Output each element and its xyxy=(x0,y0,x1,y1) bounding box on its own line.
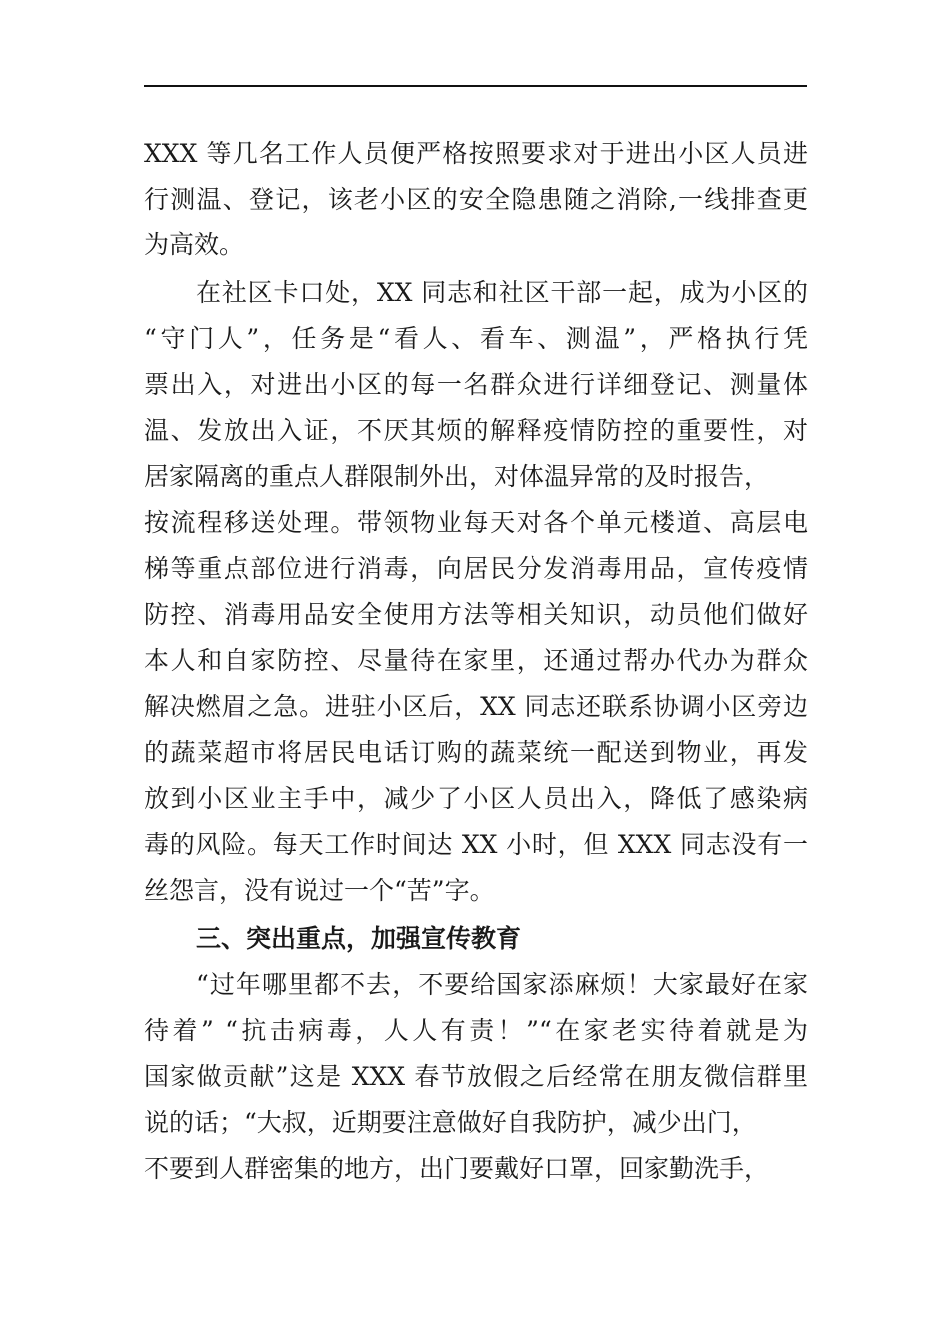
text-line: 国家做贡献”这是 XXX 春节放假之后经常在朋友微信群里 xyxy=(144,1062,808,1091)
text-line: 按流程移送处理。带领物业每天对各个单元楼道、高层电 xyxy=(144,508,808,537)
text-line: 的蔬菜超市将居民电话订购的蔬菜统一配送到物业，再发 xyxy=(144,738,808,767)
text-line: 说的话；“大叔，近期要注意做好自我防护，减少出门， xyxy=(144,1108,757,1137)
text-line: 梯等重点部位进行消毒，向居民分发消毒用品，宣传疫情 xyxy=(144,554,808,583)
text-line: 在社区卡口处，XX 同志和社区干部一起，成为小区的 xyxy=(196,278,808,307)
text-line: XXX 等几名工作人员便严格按照要求对于进出小区人员进 xyxy=(144,139,808,168)
text-line: “过年哪里都不去，不要给国家添麻烦！大家最好在家 xyxy=(196,970,808,999)
section-heading: 三、突出重点，加强宣传教育 xyxy=(196,924,522,953)
text-line: 解决燃眉之急。进驻小区后，XX 同志还联系协调小区旁边 xyxy=(144,692,808,721)
text-line: 为高效。 xyxy=(144,230,245,259)
header-rule xyxy=(144,85,807,87)
text-line: 票出入，对进出小区的每一名群众进行详细登记、测量体 xyxy=(144,370,808,399)
text-line: 防控、消毒用品安全使用方法等相关知识，动员他们做好 xyxy=(144,600,808,629)
text-line: 行测温、登记，该老小区的安全隐患随之消除,一线排查更 xyxy=(144,185,808,214)
text-line: 放到小区业主手中，减少了小区人员出入，降低了感染病 xyxy=(144,784,808,813)
text-line: 居家隔离的重点人群限制外出，对体温异常的及时报告， xyxy=(144,462,770,491)
text-line: 毒的风险。每天工作时间达 XX 小时，但 XXX 同志没有一 xyxy=(144,830,808,859)
text-line: “守门人”，任务是“看人、看车、测温”，严格执行凭 xyxy=(144,324,808,353)
text-line: 不要到人群密集的地方，出门要戴好口罩，回家勤洗手， xyxy=(144,1154,770,1183)
text-line: 丝怨言，没有说过一个“苦”字。 xyxy=(144,876,495,905)
text-line: 温、发放出入证，不厌其烦的解释疫情防控的重要性，对 xyxy=(144,416,808,445)
text-line: 待着” “抗击病毒，人人有责！”“在家老实待着就是为 xyxy=(144,1016,808,1045)
text-line: 本人和自家防控、尽量待在家里，还通过帮办代办为群众 xyxy=(144,646,808,675)
